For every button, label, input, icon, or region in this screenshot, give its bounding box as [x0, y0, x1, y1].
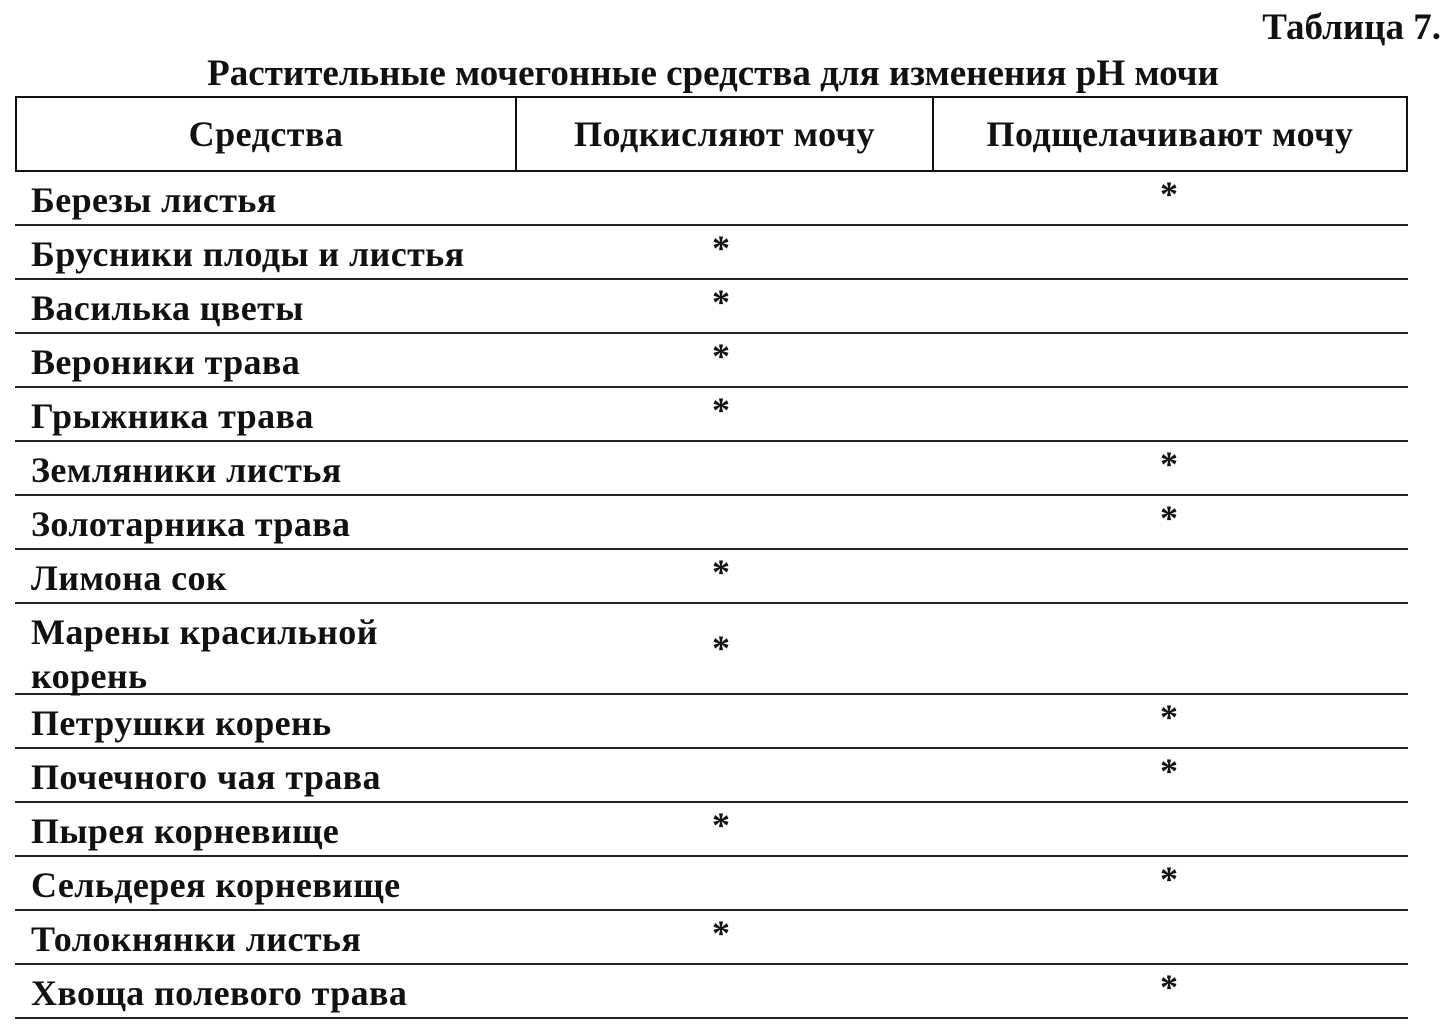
table-row: [15, 965, 1408, 1019]
table-row: [15, 442, 1408, 496]
table-row: [15, 911, 1408, 965]
remedy-name: Брусники плоды и листья: [31, 234, 465, 274]
acidify-mark: *: [712, 228, 730, 268]
table-number: Таблица 7.: [1262, 7, 1441, 48]
remedy-name: Сельдерея корневище: [31, 865, 401, 905]
header-alkalize: Подщелачивают мочу: [932, 98, 1406, 170]
remedy-name: Грыжника трава: [31, 396, 314, 436]
remedy-name: Лимона сок: [31, 558, 228, 598]
alkalize-mark: *: [1160, 751, 1178, 791]
table-row: [15, 857, 1408, 911]
acidify-mark: *: [712, 282, 730, 322]
remedy-name: Почечного чая трава: [31, 757, 381, 797]
table-row: [15, 803, 1408, 857]
header-remedies: Средства: [188, 114, 344, 154]
remedy-name: Толокнянки листья: [31, 919, 362, 959]
alkalize-mark: *: [1160, 174, 1178, 214]
acidify-mark: *: [712, 390, 730, 430]
remedy-name: Василька цветы: [31, 288, 304, 328]
table-row: [15, 604, 1408, 695]
alkalize-mark: *: [1160, 697, 1178, 737]
table-row: [15, 280, 1408, 334]
remedy-name: Марены красильной корень: [31, 612, 378, 696]
remedy-name: Земляники листья: [31, 450, 342, 490]
table-row: [15, 388, 1408, 442]
remedy-name: Березы листья: [31, 180, 277, 220]
table-row: [15, 172, 1408, 226]
header-acidify: Подкисляют мочу: [515, 98, 932, 170]
remedy-name: Вероники трава: [31, 342, 301, 382]
table-row: [15, 749, 1408, 803]
acidify-mark: *: [712, 336, 730, 376]
table-row: [15, 334, 1408, 388]
remedy-name: Петрушки корень: [31, 703, 332, 743]
alkalize-mark: *: [1160, 444, 1178, 484]
remedy-name: Золотарника трава: [31, 504, 351, 544]
acidify-mark: *: [712, 913, 730, 953]
acidify-mark: *: [712, 628, 730, 668]
acidify-mark: *: [712, 805, 730, 845]
table-body: [15, 172, 1408, 1019]
table-row: [15, 226, 1408, 280]
table-header: [15, 96, 1408, 172]
acidify-mark: *: [712, 552, 730, 592]
remedy-name: Пырея корневище: [31, 811, 340, 851]
table-row: [15, 496, 1408, 550]
alkalize-mark: *: [1160, 498, 1178, 538]
table-row: [15, 695, 1408, 749]
remedy-name: Хвоща полевого трава: [31, 973, 408, 1013]
table-row: [15, 550, 1408, 604]
alkalize-mark: *: [1160, 967, 1178, 1007]
alkalize-mark: *: [1160, 859, 1178, 899]
table-title: Растительные мочегонные средства для изменения pH мочи: [207, 53, 1219, 94]
